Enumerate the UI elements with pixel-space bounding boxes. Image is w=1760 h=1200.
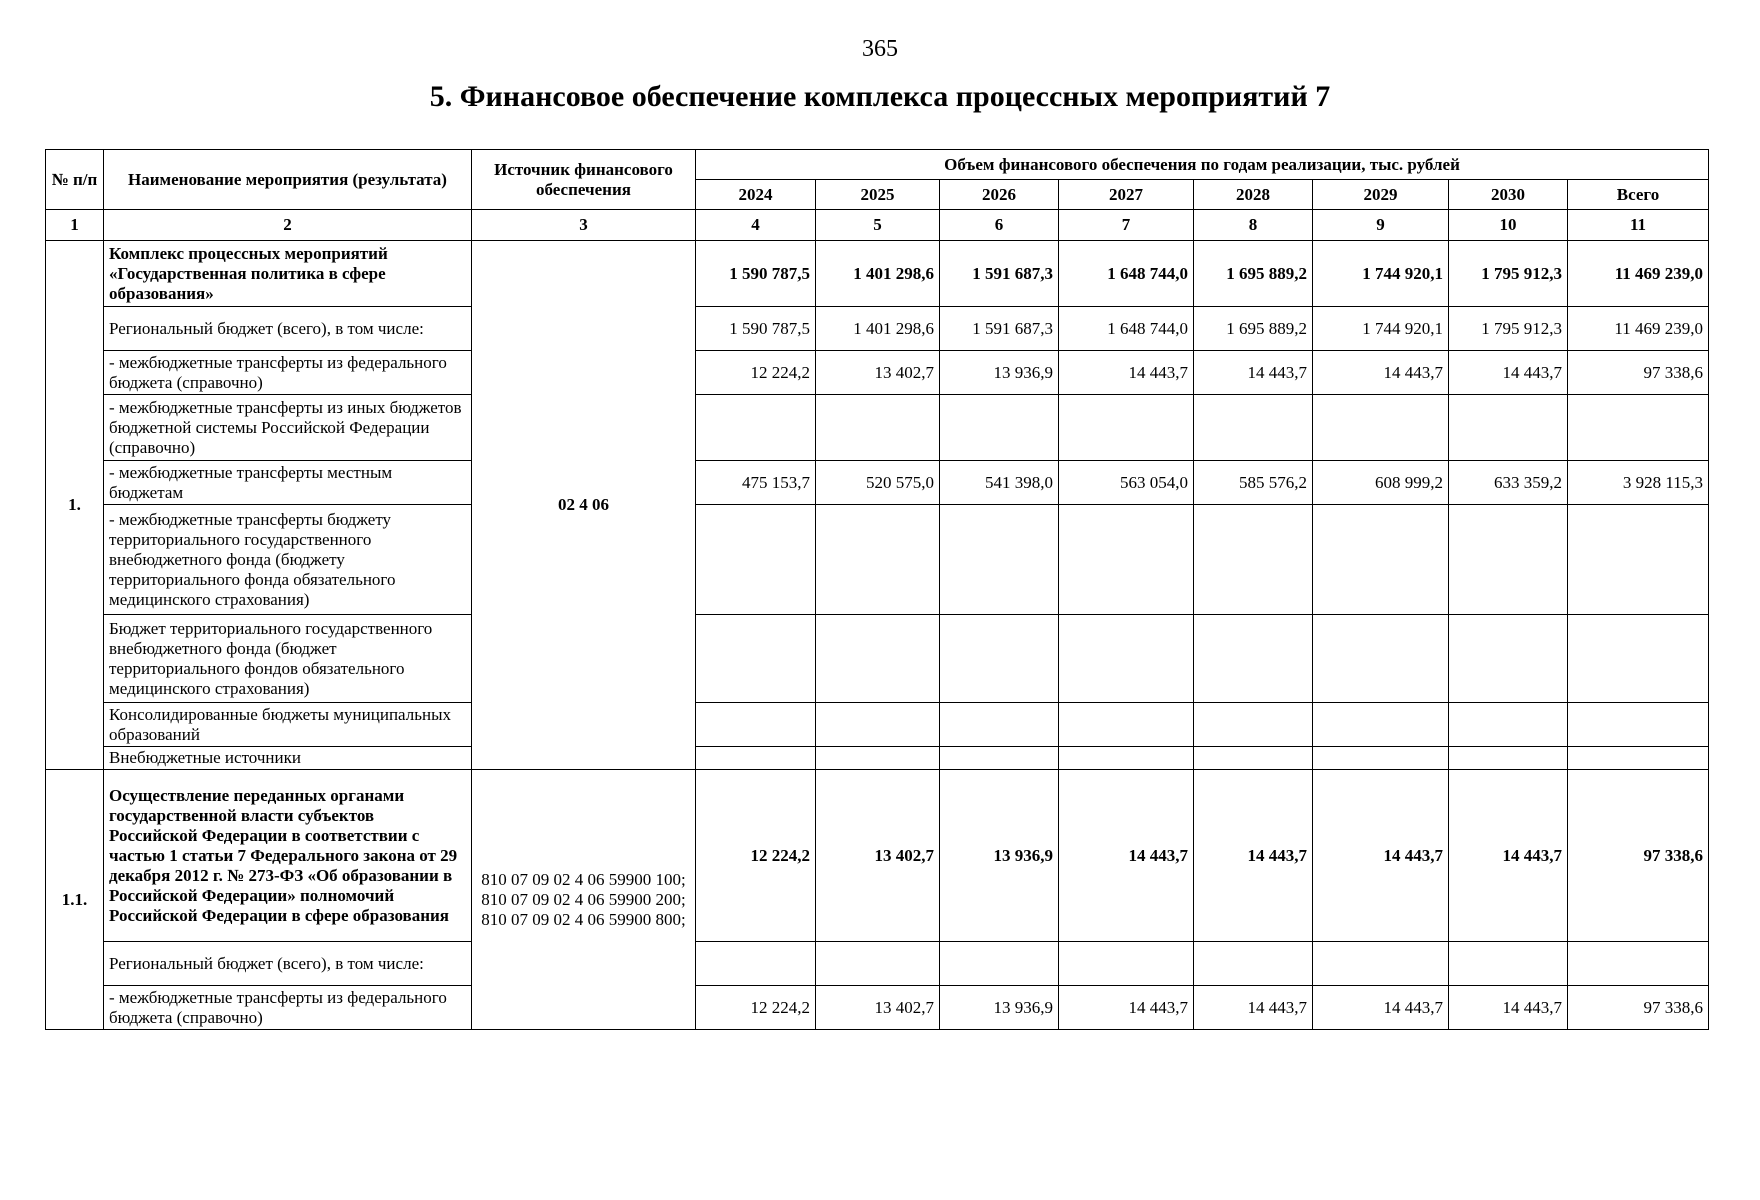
header-year: 2028 (1194, 180, 1313, 210)
year-value (940, 747, 1059, 770)
table-row (46, 703, 1709, 747)
year-value (696, 703, 816, 747)
year-value: 520 575,0 (816, 461, 940, 505)
year-value (1449, 747, 1568, 770)
funding-source: 810 07 09 02 4 06 59900 100; 810 07 09 02 4 06 59900 200; 810 07 09 02 4 06 59900 800; (472, 770, 696, 1030)
year-value: 1 591 687,3 (940, 241, 1059, 307)
header-no: № п/п (46, 150, 104, 210)
year-value: 14 443,7 (1313, 770, 1449, 942)
header-year: 2027 (1059, 180, 1194, 210)
activity-name: Комплекс процессных мероприятий «Государственная политика в сфере образования» (104, 241, 472, 307)
year-value: 14 443,7 (1194, 986, 1313, 1030)
year-value: 14 443,7 (1059, 770, 1194, 942)
row-number: 1.1. (46, 770, 104, 1030)
year-value (1059, 615, 1194, 703)
table-row (46, 395, 1709, 461)
column-index: 11 (1568, 210, 1709, 241)
total-value: 97 338,6 (1568, 986, 1709, 1030)
table-row (46, 461, 1709, 505)
year-value (1313, 505, 1449, 615)
page-number: 365 (862, 36, 898, 62)
header-year: 2024 (696, 180, 816, 210)
table-row (46, 351, 1709, 395)
year-value (696, 747, 816, 770)
header-year: 2026 (940, 180, 1059, 210)
total-value: 97 338,6 (1568, 351, 1709, 395)
year-value (816, 703, 940, 747)
year-value: 14 443,7 (1194, 351, 1313, 395)
year-value (1194, 395, 1313, 461)
activity-name: Осуществление переданных органами государственной власти субъектов Российской Федерации в соответствии с частью 1 статьи 7 Федерального закона от 29 декабря 2012 г. № 273-ФЗ «Об образовании в Российской Федерации» полномочий Российской Федерации в сфере образования (104, 770, 472, 942)
year-value (1194, 747, 1313, 770)
year-value: 14 443,7 (1449, 986, 1568, 1030)
year-value: 14 443,7 (1313, 986, 1449, 1030)
year-value (816, 942, 940, 986)
year-value (816, 615, 940, 703)
activity-name: Бюджет территориального государственного внебюджетного фонда (бюджет территориального фондов обязательного медицинского страхования) (104, 615, 472, 703)
year-value: 608 999,2 (1313, 461, 1449, 505)
column-index: 9 (1313, 210, 1449, 241)
year-value (940, 942, 1059, 986)
total-value: 11 469 239,0 (1568, 241, 1709, 307)
year-value: 1 795 912,3 (1449, 241, 1568, 307)
year-value (940, 505, 1059, 615)
year-value: 1 744 920,1 (1313, 307, 1449, 351)
year-value (1449, 505, 1568, 615)
column-index: 5 (816, 210, 940, 241)
year-value: 1 744 920,1 (1313, 241, 1449, 307)
year-value: 13 936,9 (940, 986, 1059, 1030)
total-value (1568, 395, 1709, 461)
column-index: 2 (104, 210, 472, 241)
activity-name: Внебюджетные источники (104, 747, 472, 770)
year-value (1059, 703, 1194, 747)
activity-name: - межбюджетные трансферты из федерального бюджета (справочно) (104, 351, 472, 395)
total-value (1568, 747, 1709, 770)
year-value (816, 505, 940, 615)
total-value: 97 338,6 (1568, 770, 1709, 942)
year-value: 1 590 787,5 (696, 241, 816, 307)
year-value (940, 703, 1059, 747)
year-value (940, 395, 1059, 461)
year-value (1194, 703, 1313, 747)
year-value (1449, 703, 1568, 747)
header-volume: Объем финансового обеспечения по годам реализации, тыс. рублей (696, 150, 1709, 180)
total-value (1568, 505, 1709, 615)
header-year: 2025 (816, 180, 940, 210)
year-value (696, 942, 816, 986)
year-value: 13 936,9 (940, 351, 1059, 395)
table-row (46, 747, 1709, 770)
year-value (1313, 395, 1449, 461)
year-value (1194, 615, 1313, 703)
column-index: 4 (696, 210, 816, 241)
year-value: 13 402,7 (816, 986, 940, 1030)
total-value (1568, 615, 1709, 703)
year-value: 475 153,7 (696, 461, 816, 505)
year-value (1059, 505, 1194, 615)
column-index: 3 (472, 210, 696, 241)
year-value: 14 443,7 (1449, 351, 1568, 395)
year-value: 585 576,2 (1194, 461, 1313, 505)
year-value: 633 359,2 (1449, 461, 1568, 505)
year-value: 13 402,7 (816, 770, 940, 942)
header-year: 2030 (1449, 180, 1568, 210)
year-value: 1 648 744,0 (1059, 307, 1194, 351)
activity-name: Консолидированные бюджеты муниципальных образований (104, 703, 472, 747)
year-value (696, 615, 816, 703)
year-value: 14 443,7 (1059, 986, 1194, 1030)
header-year: 2029 (1313, 180, 1449, 210)
column-index: 7 (1059, 210, 1194, 241)
year-value: 1 648 744,0 (1059, 241, 1194, 307)
table-row (46, 241, 1709, 307)
column-index-row (46, 210, 1709, 241)
year-value: 1 591 687,3 (940, 307, 1059, 351)
year-value (1059, 395, 1194, 461)
year-value (1313, 747, 1449, 770)
year-value: 1 590 787,5 (696, 307, 816, 351)
year-value: 563 054,0 (1059, 461, 1194, 505)
column-index: 8 (1194, 210, 1313, 241)
year-value: 14 443,7 (1194, 770, 1313, 942)
year-value: 541 398,0 (940, 461, 1059, 505)
total-value (1568, 703, 1709, 747)
financing-table (45, 149, 1709, 1030)
year-value (1194, 505, 1313, 615)
year-value: 1 401 298,6 (816, 241, 940, 307)
column-index: 1 (46, 210, 104, 241)
total-value (1568, 942, 1709, 986)
activity-name: Региональный бюджет (всего), в том числе: (104, 307, 472, 351)
activity-name: - межбюджетные трансферты бюджету территориального государственного внебюджетного фонда (бюджету территориального фонда обязательного медицинского страхования) (104, 505, 472, 615)
activity-name: - межбюджетные трансферты из федерального бюджета (справочно) (104, 986, 472, 1030)
activity-name: Региональный бюджет (всего), в том числе: (104, 942, 472, 986)
year-value: 12 224,2 (696, 770, 816, 942)
year-value (816, 395, 940, 461)
table-row (46, 942, 1709, 986)
year-value: 12 224,2 (696, 351, 816, 395)
year-value: 1 695 889,2 (1194, 241, 1313, 307)
year-value (1059, 747, 1194, 770)
table-row (46, 986, 1709, 1030)
year-value (696, 395, 816, 461)
table-row (46, 505, 1709, 615)
year-value (940, 615, 1059, 703)
year-value: 1 795 912,3 (1449, 307, 1568, 351)
funding-source: 02 4 06 (472, 241, 696, 770)
table-row (46, 615, 1709, 703)
year-value: 13 402,7 (816, 351, 940, 395)
year-value (816, 747, 940, 770)
year-value (1449, 942, 1568, 986)
table-row (46, 307, 1709, 351)
header-source: Источник финансового обеспечения (472, 150, 696, 210)
total-value: 11 469 239,0 (1568, 307, 1709, 351)
year-value (1059, 942, 1194, 986)
year-value (1449, 395, 1568, 461)
total-value: 3 928 115,3 (1568, 461, 1709, 505)
year-value: 13 936,9 (940, 770, 1059, 942)
year-value (1194, 942, 1313, 986)
row-number: 1. (46, 241, 104, 770)
year-value (1449, 615, 1568, 703)
header-total: Всего (1568, 180, 1709, 210)
year-value: 14 443,7 (1313, 351, 1449, 395)
header-name: Наименование мероприятия (результата) (104, 150, 472, 210)
year-value (696, 505, 816, 615)
year-value: 14 443,7 (1449, 770, 1568, 942)
column-index: 10 (1449, 210, 1568, 241)
page-title: 5. Финансовое обеспечение комплекса процессных мероприятий 7 (429, 80, 1331, 113)
table-body (46, 210, 1709, 1030)
table-row (46, 770, 1709, 942)
year-value (1313, 703, 1449, 747)
year-value (1313, 942, 1449, 986)
column-index: 6 (940, 210, 1059, 241)
year-value: 14 443,7 (1059, 351, 1194, 395)
year-value: 1 695 889,2 (1194, 307, 1313, 351)
year-value: 1 401 298,6 (816, 307, 940, 351)
year-value (1313, 615, 1449, 703)
year-value: 12 224,2 (696, 986, 816, 1030)
activity-name: - межбюджетные трансферты местным бюджетам (104, 461, 472, 505)
activity-name: - межбюджетные трансферты из иных бюджетов бюджетной системы Российской Федерации (справочно) (104, 395, 472, 461)
